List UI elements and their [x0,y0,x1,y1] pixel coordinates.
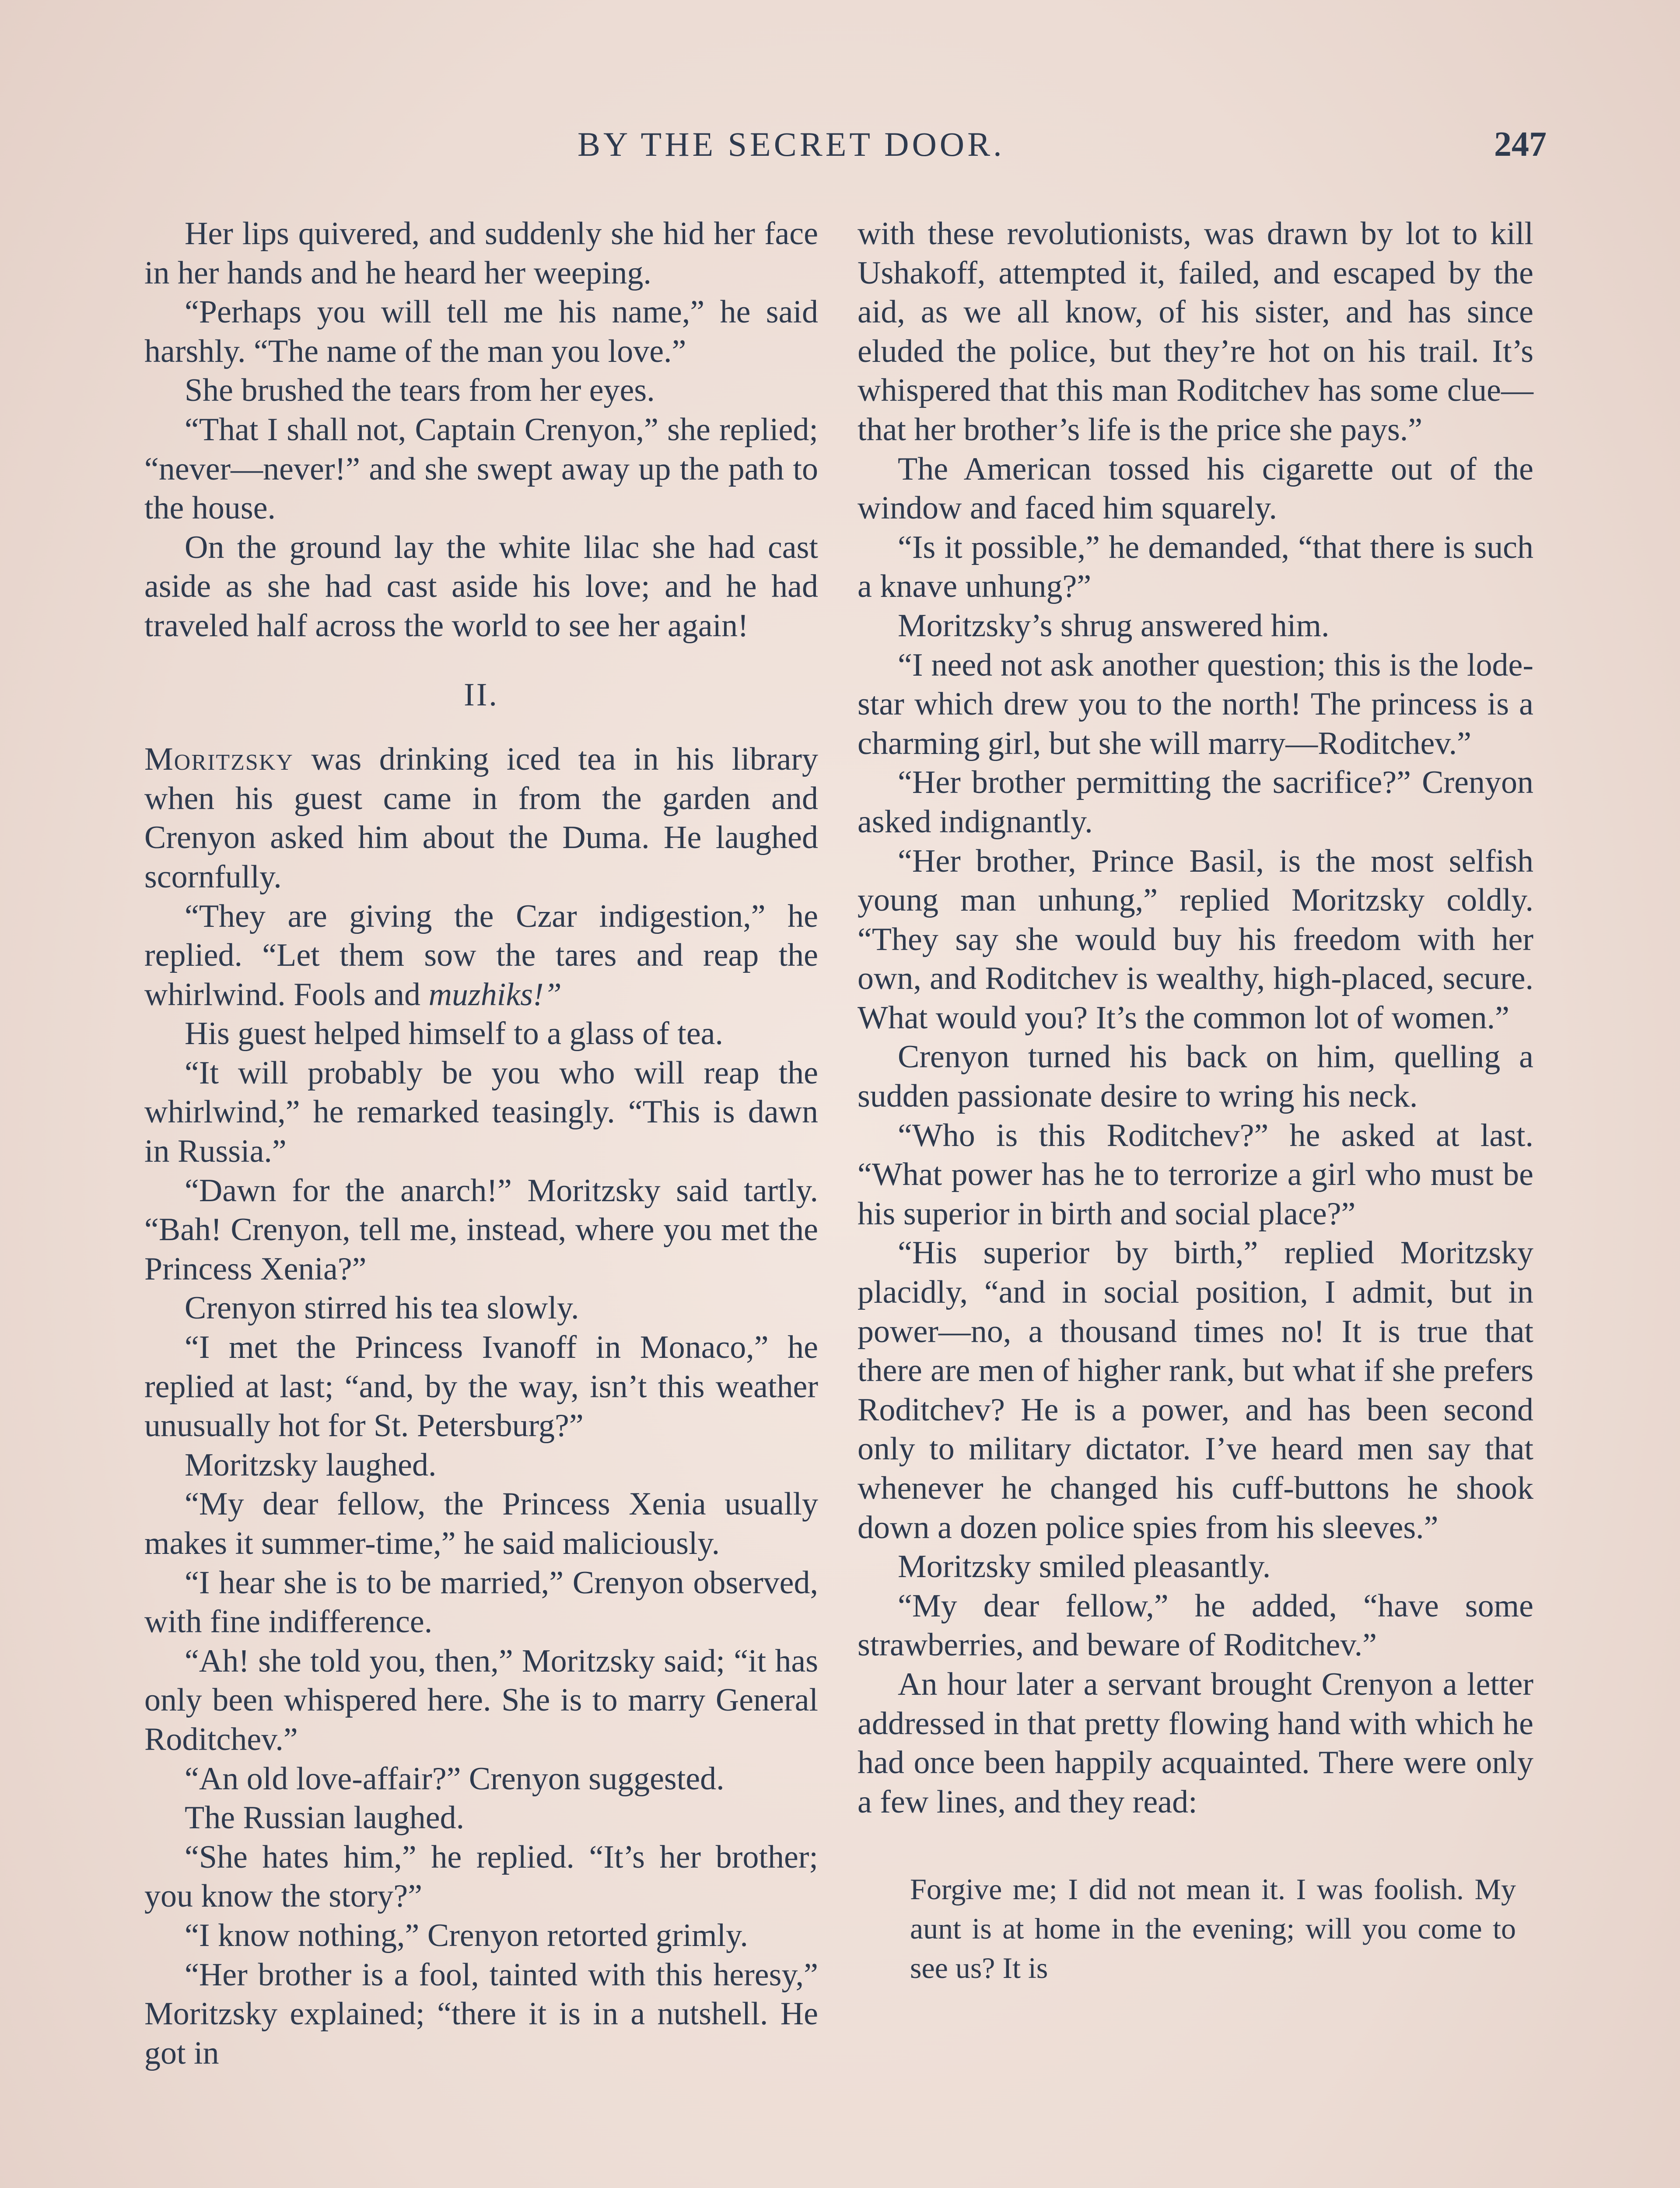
paragraph: “Perhaps you will tell me his name,” he said harshly. “The name of the man you love.” [144,294,818,369]
muzhiks-lead: “They are giving the Czar indigestion,” he replied. “Let them sow the tares and reap the whirlwind. Fools and [144,898,818,1013]
paragraph [144,897,818,1015]
quoted-letter [858,1870,1533,1988]
paragraph: “I need not ask another question; this is the lode-star which drew you to the north! The princess is a charming girl, but she will marry—Roditchev.” [858,647,1533,761]
paragraph: “She hates him,” he replied. “It’s her brother; you know the story?” [144,1839,818,1914]
paragraph: An hour later a servant brought Crenyon a letter addressed in that pretty flowing hand with which he had once been happily acquainted. There were only a few lines, and they read: [858,1666,1533,1820]
section-opening-paragraph [144,740,818,897]
paragraph: “Her brother is a fool, tainted with this heresy,” Moritzsky explained; “there it is in a nutshell. He got in [144,1957,818,2071]
paragraph: “An old love-affair?” Crenyon suggested. [185,1760,724,1797]
paragraph: His guest helped himself to a glass of tea. [185,1016,724,1052]
paragraph: Crenyon stirred his tea slowly. [185,1290,579,1326]
running-title: BY THE SECRET DOOR. [578,125,1005,163]
paragraph: “Is it possible,” he demanded, “that there is such a knave unhung?” [858,529,1533,605]
paragraph: “My dear fellow,” he added, “have some strawberries, and beware of Roditchev.” [858,1588,1533,1663]
paragraph: Moritzsky’s shrug answered him. [898,607,1330,644]
paragraph: Crenyon turned his back on him, quelling a sudden passionate desire to wring his neck. [858,1039,1533,1115]
paragraph: “I hear she is to be married,” Crenyon observed, with fine indifference. [144,1564,818,1640]
paragraph: Moritzsky laughed. [185,1447,437,1483]
paragraph: “I know nothing,” Crenyon retorted grimly. [185,1917,748,1953]
left-column [144,214,818,2073]
paragraph: “Ah! she told you, then,” Moritzsky said; “it has only been whispered here. She is to marry General Roditchev.” [144,1643,818,1757]
paragraph: “That I shall not, Captain Crenyon,” she replied; “never—never!” and she swept away up the path to the house. [144,411,818,526]
paragraph: “It will probably be you who will reap the whirlwind,” he remarked teasingly. “This is dawn in Russia.” [144,1055,818,1170]
paragraph: Moritzsky smiled pleasantly. [898,1549,1271,1585]
continued-paragraph: with these revolutionists, was drawn by lot to kill Ushakoff, attempted it, failed, and escaped by the aid, as we all know, of his sister, and has since eluded the police, but they’re hot on his trail. It’s whispered that this man Roditchev has some clue—that her brother’s life is the price she pays.” [858,216,1533,448]
section-number: II. [464,677,499,713]
paragraph: The Russian laughed. [185,1800,465,1836]
paragraph: “Who is this Roditchev?” he asked at last. “What power has he to terrorize a girl who must be his superior in birth and social place?” [858,1117,1533,1232]
paragraph: “Dawn for the anarch!” Moritzsky said tartly. “Bah! Crenyon, tell me, instead, where you met the Princess Xenia?” [144,1172,818,1287]
section-first-rest: was drinking iced tea in his library when his guest came in from the garden and Crenyon asked him about the Duma. He laughed scornfully. [144,741,818,895]
paragraph: “I met the Princess Ivanoff in Monaco,” he replied at last; “and, by the way, isn’t this weather unusually hot for St. Petersburg?” [144,1329,818,1444]
page-header [578,125,1547,168]
section-first-word: Moritzsky [144,741,294,778]
paragraph: “My dear fellow, the Princess Xenia usually makes it summer-time,” he said maliciously. [144,1486,818,1561]
paragraph: Her lips quivered, and suddenly she hid her face in her hands and he heard her weeping. [144,216,818,291]
muzhiks-italic: muzhiks!” [428,976,562,1013]
paragraph: The American tossed his cigarette out of the window and faced him squarely. [858,451,1533,526]
paragraph: “Her brother permitting the sacrifice?” Crenyon asked indignantly. [858,764,1533,840]
right-column [858,214,1533,1988]
letter-text: Forgive me; I did not mean it. I was foolish. My aunt is at home in the evening; will you come to see us? It is [910,1872,1516,1985]
paragraph: On the ground lay the white lilac she had cast aside as she had cast aside his love; and he had traveled half across the world to see her again! [144,529,818,644]
paragraph: She brushed the tears from her eyes. [185,372,655,409]
paragraph: “Her brother, Prince Basil, is the most selfish young man unhung,” replied Moritzsky coldly. “They say she would buy his freedom with her own, and Roditchev is wealthy, high-placed, secure. What would you? It’s the common lot of women.” [858,843,1533,1036]
paragraph: “His superior by birth,” replied Moritzsky placidly, “and in social position, I admit, but in power—no, a thousand times no! It is true that there are men of higher rank, but what if she prefers Roditchev? He is a power, and has been second only to military dictator. I’ve heard men say that whenever he changed his cuff-buttons he shook down a dozen police spies from his sleeves.” [858,1235,1533,1546]
page-number: 247 [1494,125,1547,164]
